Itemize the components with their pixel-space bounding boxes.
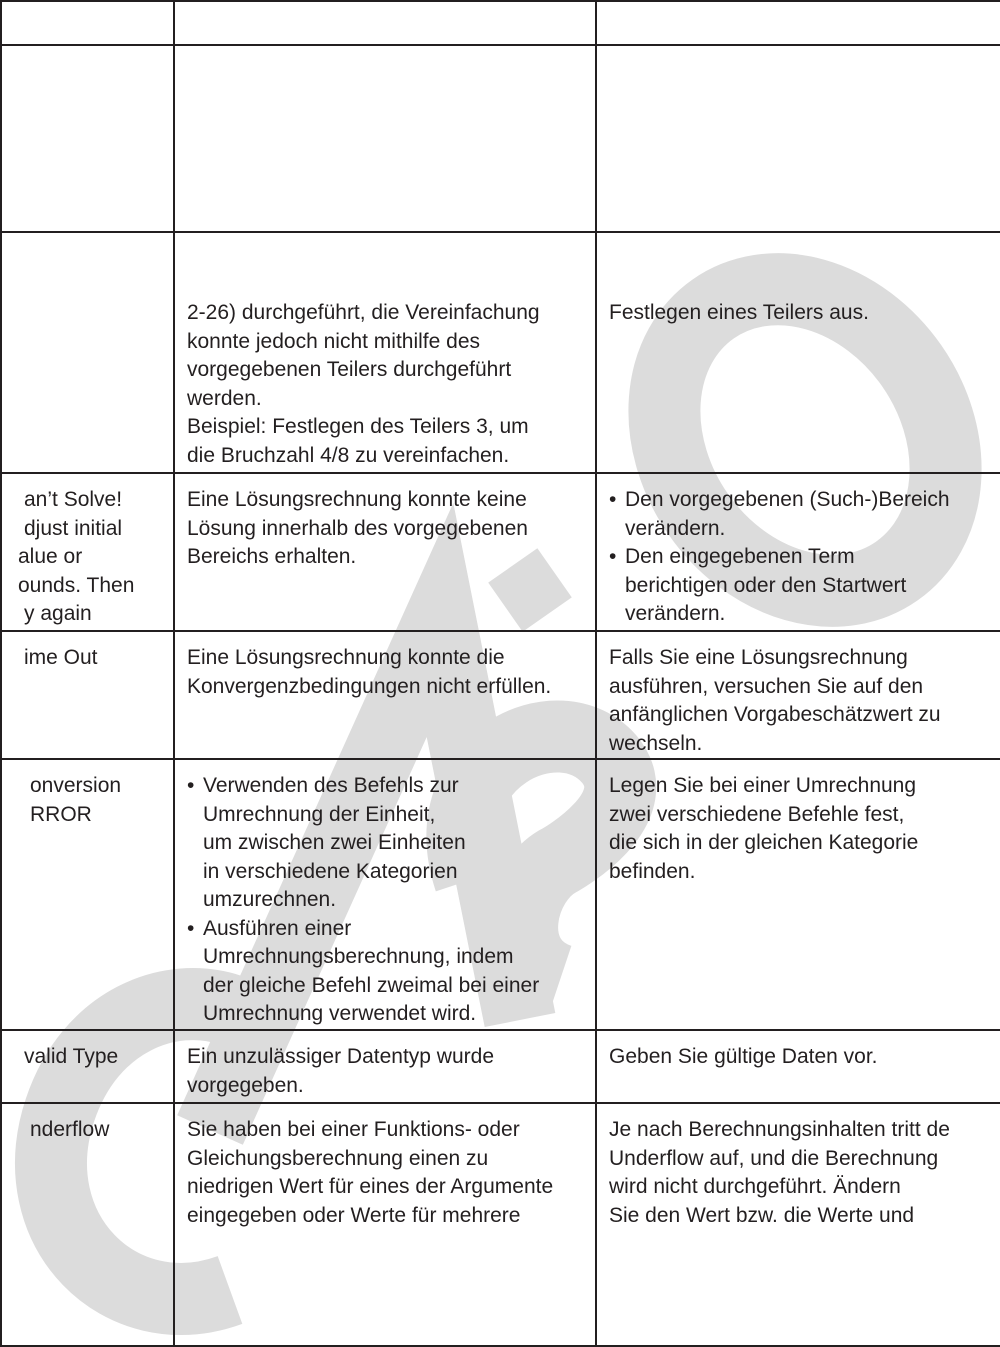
text-line: • Verwenden des Befehls zur bbox=[203, 774, 459, 797]
text-line: eingegeben oder Werte für mehrere bbox=[187, 1203, 521, 1227]
text-line: anfänglichen Vorgabeschätzwert zu bbox=[609, 703, 941, 726]
message-cell bbox=[1, 1103, 174, 1346]
text-line: Ein unzulässiger Datentyp wurde bbox=[187, 1045, 495, 1068]
table-row bbox=[1, 45, 1000, 232]
text-line: Beispiel: Festlegen des Teilers 3, um bbox=[187, 415, 529, 438]
table-row bbox=[1, 1103, 1000, 1346]
error-message-line: an’t Solve! bbox=[24, 488, 123, 511]
table-row bbox=[1, 232, 1000, 473]
table-row bbox=[1, 1030, 1000, 1103]
text-line: befinden. bbox=[609, 859, 696, 883]
text-line: Umrechnungsberechnung, indem bbox=[203, 945, 514, 968]
text-line: Umrechnung der Einheit, bbox=[203, 802, 436, 826]
message-cell bbox=[1, 45, 174, 232]
error-message-line: RROR bbox=[30, 802, 92, 826]
text-line: wird nicht durchgeführt. Ändern bbox=[609, 1175, 901, 1198]
text-line: werden. bbox=[187, 386, 262, 410]
list-item bbox=[187, 772, 585, 915]
bullet-list bbox=[609, 486, 990, 629]
text-line: um zwischen zwei Einheiten bbox=[203, 831, 466, 854]
meaning-cell bbox=[174, 1, 596, 45]
text-line: Legen Sie bei einer Umrechnung bbox=[609, 774, 917, 797]
text-line: der gleiche Befehl zweimal bei einer bbox=[203, 973, 540, 997]
list-item bbox=[187, 915, 585, 1029]
message-cell bbox=[1, 759, 174, 1030]
error-message-line: ounds. Then bbox=[18, 573, 135, 597]
text-line: Eine Lösungsrechnung konnte keine bbox=[187, 488, 527, 511]
error-message-line: y again bbox=[24, 602, 92, 625]
text-line: umzurechnen. bbox=[203, 888, 337, 911]
text-line: Bereichs erhalten. bbox=[187, 545, 357, 568]
text-line: Geben Sie gültige Daten vor. bbox=[609, 1045, 878, 1068]
text-line: • Ausführen einer bbox=[203, 916, 352, 940]
remedy-cell bbox=[596, 45, 1000, 232]
text-line: verändern. bbox=[625, 602, 726, 625]
text-line: niedrigen Wert für eines der Argumente bbox=[187, 1175, 554, 1198]
table-row bbox=[1, 759, 1000, 1030]
text-line: verändern. bbox=[625, 516, 726, 540]
text-line: • Den vorgegebenen (Such-)Bereich bbox=[625, 488, 950, 511]
text-line: Festlegen eines Teilers aus. bbox=[609, 301, 869, 324]
text-line: zwei verschiedene Befehle fest, bbox=[609, 802, 905, 826]
table-row bbox=[1, 1, 1000, 45]
text-line: in verschiedene Kategorien bbox=[203, 859, 458, 883]
remedy-cell bbox=[596, 1, 1000, 45]
remedy-cell bbox=[596, 1030, 1000, 1103]
meaning-cell bbox=[174, 232, 596, 473]
remedy-cell bbox=[596, 759, 1000, 1030]
text-line: Falls Sie eine Lösungsrechnung bbox=[609, 646, 908, 669]
meaning-cell bbox=[174, 45, 596, 232]
text-line: • Den eingegebenen Term bbox=[625, 545, 855, 568]
meaning-cell bbox=[174, 473, 596, 631]
message-cell bbox=[1, 232, 174, 473]
error-message-line: ime Out bbox=[24, 646, 98, 669]
remedy-cell bbox=[596, 473, 1000, 631]
text-line: Je nach Berechnungsinhalten tritt de bbox=[609, 1118, 950, 1141]
text-line: vorgegeben. bbox=[187, 1073, 304, 1097]
text-line: konnte jedoch nicht mithilfe des bbox=[187, 329, 481, 353]
remedy-cell bbox=[596, 1103, 1000, 1346]
text-line: Konvergenzbedingungen nicht erfüllen. bbox=[187, 674, 552, 698]
message-cell bbox=[1, 1030, 174, 1103]
error-message-line: onversion bbox=[30, 774, 122, 797]
list-item bbox=[609, 543, 990, 629]
text-line: berichtigen oder den Startwert bbox=[625, 573, 907, 597]
list-item bbox=[609, 486, 990, 543]
text-line: vorgegebenen Teilers durchgeführt bbox=[187, 358, 512, 381]
text-line: die sich in der gleichen Kategorie bbox=[609, 831, 919, 854]
table-row bbox=[1, 473, 1000, 631]
remedy-cell bbox=[596, 232, 1000, 473]
text-line: Eine Lösungsrechnung konnte die bbox=[187, 646, 505, 669]
meaning-cell bbox=[174, 759, 596, 1030]
text-line: Gleichungsberechnung einen zu bbox=[187, 1146, 489, 1170]
error-message-line: djust initial bbox=[24, 516, 123, 540]
meaning-cell bbox=[174, 1103, 596, 1346]
error-message-line: nderflow bbox=[30, 1118, 110, 1141]
error-message-line: valid Type bbox=[24, 1045, 119, 1068]
text-line: 2-26) durchgeführt, die Vereinfachung bbox=[187, 301, 540, 324]
message-cell bbox=[1, 473, 174, 631]
text-line: Sie haben bei einer Funktions- oder bbox=[187, 1118, 520, 1141]
meaning-cell bbox=[174, 631, 596, 759]
text-line: Umrechnung verwendet wird. bbox=[203, 1002, 477, 1025]
message-cell bbox=[1, 631, 174, 759]
text-line: wechseln. bbox=[609, 731, 703, 755]
meaning-cell bbox=[174, 1030, 596, 1103]
text-line: Sie den Wert bzw. die Werte und bbox=[609, 1203, 915, 1227]
text-line: Underflow auf, und die Berechnung bbox=[609, 1146, 939, 1170]
text-line: Lösung innerhalb des vorgegebenen bbox=[187, 516, 528, 540]
remedy-cell bbox=[596, 631, 1000, 759]
bullet-list bbox=[187, 772, 585, 1029]
table-row bbox=[1, 631, 1000, 759]
text-line: ausführen, versuchen Sie auf den bbox=[609, 674, 924, 698]
text-line: die Bruchzahl 4/8 zu vereinfachen. bbox=[187, 443, 510, 467]
message-cell bbox=[1, 1, 174, 45]
error-message-line: alue or bbox=[18, 545, 83, 568]
